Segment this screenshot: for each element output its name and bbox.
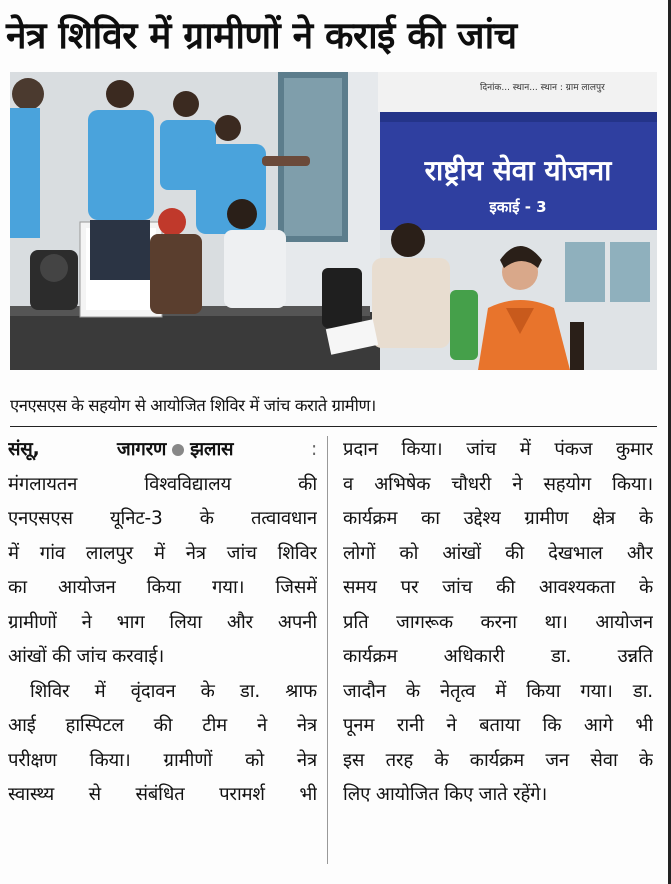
dateline-source-a: संसू, xyxy=(8,439,40,460)
article-column-left xyxy=(8,433,317,813)
headline: नेत्र शिविर में ग्रामीणों ने कराई की जांच xyxy=(6,14,517,57)
article-line: लोगों को आंखों की देखभाल और xyxy=(343,542,653,564)
article-line: व अभिषेक चौधरी ने सहयोग किया। xyxy=(343,473,653,495)
article-line: परीक्षण किया। ग्रामीणों को नेत्र xyxy=(8,749,317,771)
dateline-place: झलास xyxy=(190,439,234,460)
dateline-source-b: जागरण xyxy=(117,439,167,460)
article-line: प्रदान किया। जांच में पंकज कुमार xyxy=(343,439,653,460)
banner-title: राष्ट्रीय सेवा योजना xyxy=(424,154,612,187)
article-line: इस तरह के कार्यक्रम जन सेवा के xyxy=(343,749,653,771)
dateline-colon: : xyxy=(310,439,317,460)
article-column-right xyxy=(343,433,653,813)
article-line: ग्रामीणों ने भाग लिया और अपनी xyxy=(8,611,317,633)
article-line: प्रति जागरूक करना था। आयोजन xyxy=(343,611,653,633)
photo-caption: एनएसएस के सहयोग से आयोजित शिविर में जांच कराते ग्रामीण। xyxy=(10,396,376,415)
article-line: लिए आयोजित किए जाते रहेंगे। xyxy=(343,784,548,805)
article-line: कार्यक्रम का उद्देश्य ग्रामीण क्षेत्र के xyxy=(343,508,653,529)
article-line: समय पर जांच की आवश्यकता के xyxy=(343,577,653,598)
caption-rule xyxy=(10,426,657,427)
banner-unit: इकाई - 3 xyxy=(489,198,547,216)
dateline xyxy=(8,433,317,468)
article-line: कार्यक्रम अधिकारी डा. उन्नति xyxy=(343,646,653,667)
article-line: आंखों की जांच करवाई। xyxy=(8,646,165,667)
column-divider xyxy=(327,436,328,864)
news-photo xyxy=(10,72,657,370)
article-line: में गांव लालपुर में नेत्र जांच शिविर xyxy=(8,542,317,564)
bullet-dot-icon xyxy=(172,444,184,456)
article-line: एनएसएस यूनिट-3 के तत्वावधान xyxy=(8,508,317,529)
banner-small-text: दिनांक... स्थान... स्थान : ग्राम लालपुर xyxy=(480,83,605,93)
article-line: का आयोजन किया गया। जिसमें xyxy=(8,577,317,598)
article-line: मंगलायतन विश्वविद्यालय की xyxy=(8,473,317,495)
article-line: शिविर में वृंदावन के डा. श्राफ xyxy=(30,680,317,702)
article-line: जादौन के नेतृत्व में किया गया। डा. xyxy=(343,680,653,702)
article-line: आई हास्पिटल की टीम ने नेत्र xyxy=(8,715,317,736)
article-line: स्वास्थ्य से संबंधित परामर्श भी xyxy=(8,784,317,805)
article-line: पूनम रानी ने बताया कि आगे भी xyxy=(343,715,653,736)
